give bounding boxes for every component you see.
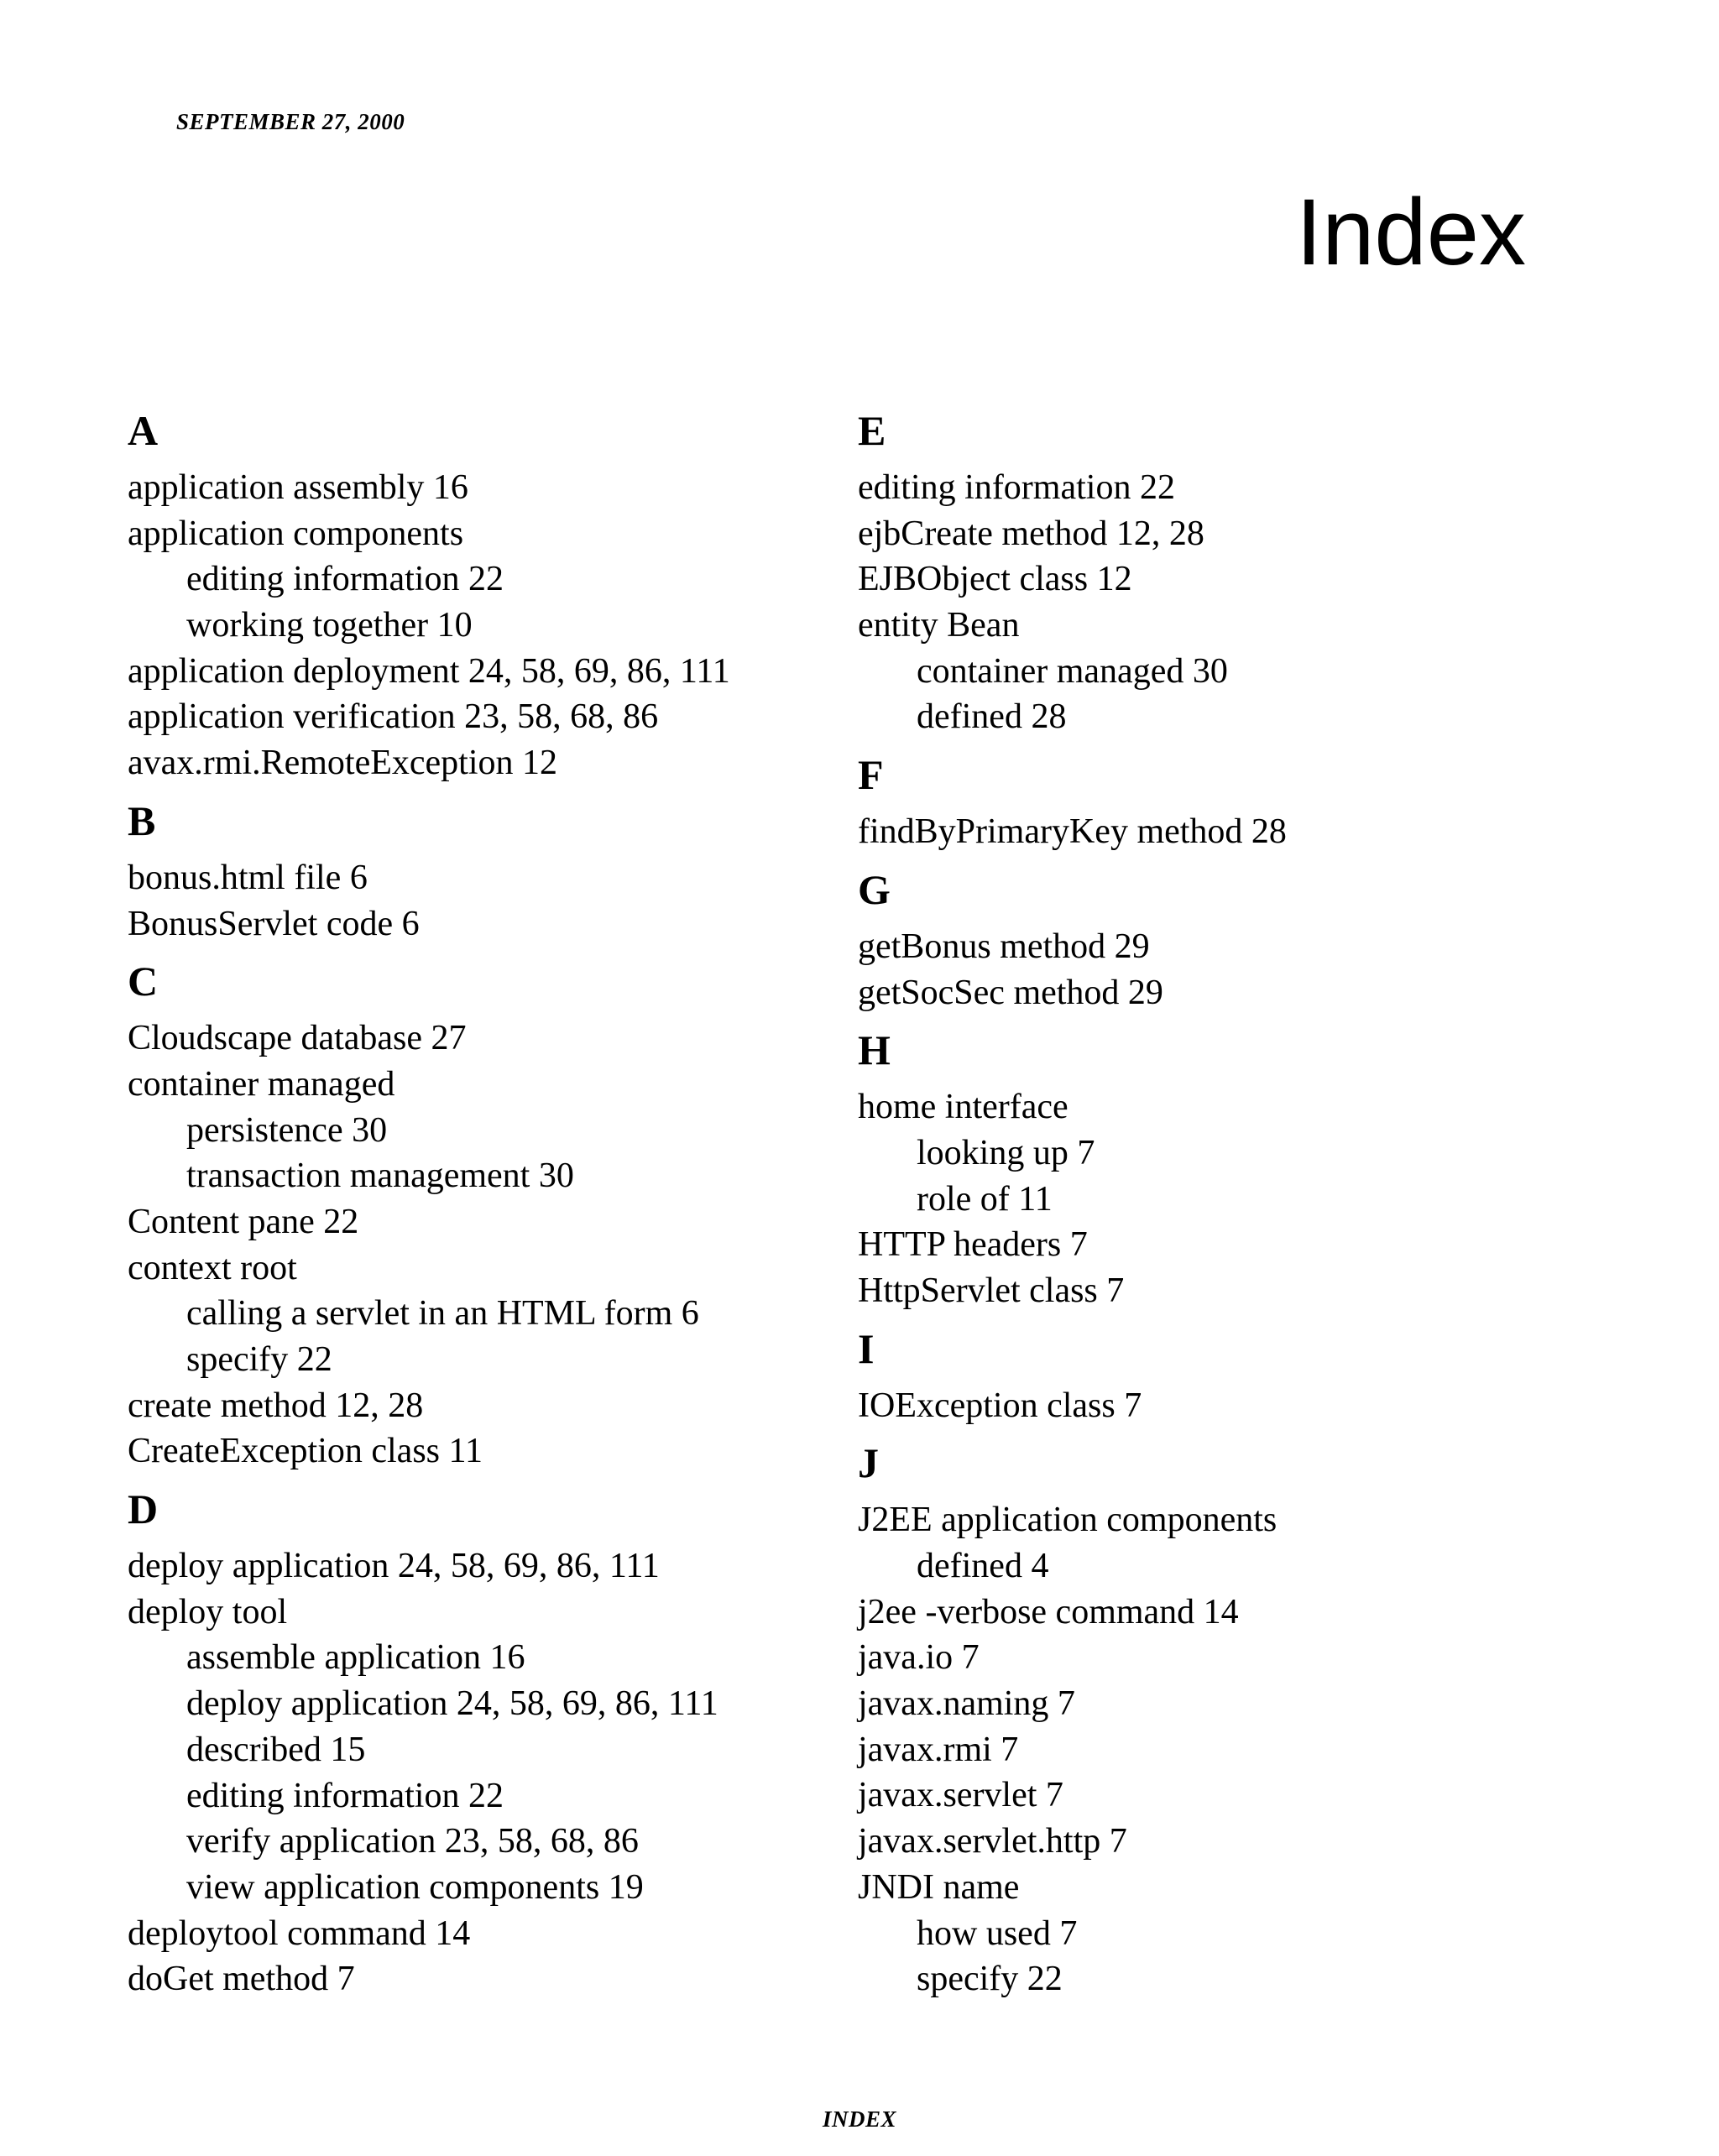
index-entry: JNDI name <box>858 1867 1020 1907</box>
index-subentry: how used 7 <box>917 1913 1078 1953</box>
running-footer-label: INDEX <box>822 2106 897 2132</box>
index-entry: application deployment 24, 58, 69, 86, 111 <box>128 651 730 691</box>
index-entry-list <box>858 1084 1563 1313</box>
index-entry: bonus.html file 6 <box>128 858 368 897</box>
index-entry: getBonus method 29 <box>858 927 1150 966</box>
index-entry: avax.rmi.RemoteException 12 <box>128 744 558 783</box>
index-entry-list <box>858 1497 1563 2002</box>
index-entry: deploytool command 14 <box>128 1913 471 1953</box>
index-subentry: assemble application 16 <box>186 1638 525 1678</box>
index-entry: javax.naming 7 <box>858 1684 1075 1724</box>
index-column-right <box>858 396 1563 2002</box>
index-letter-heading: B <box>128 796 156 844</box>
index-entry: context root <box>128 1248 297 1287</box>
page-title: Index <box>1296 180 1526 285</box>
index-subentry: verify application 23, 58, 68, 86 <box>186 1822 639 1861</box>
index-entry: j2ee -verbose command 14 <box>858 1592 1239 1631</box>
index-entry: home interface <box>858 1088 1068 1127</box>
index-entry: getSocSec method 29 <box>858 973 1163 1012</box>
index-subentry: described 15 <box>186 1730 366 1769</box>
index-entry: java.io 7 <box>858 1638 980 1678</box>
index-subentry: transaction management 30 <box>186 1156 574 1196</box>
running-header-date: SEPTEMBER 27, 2000 <box>176 109 405 134</box>
index-entry: container managed <box>128 1064 395 1104</box>
index-entry: Content pane 22 <box>128 1202 359 1241</box>
index-entry: editing information 22 <box>858 468 1175 507</box>
index-section <box>128 947 833 1475</box>
index-letter-heading: A <box>128 407 159 454</box>
index-entry: IOException class 7 <box>858 1386 1142 1425</box>
index-subentry: container managed 30 <box>917 651 1228 691</box>
index-section <box>128 786 833 947</box>
index-subentry: specify 22 <box>186 1340 332 1379</box>
index-letter-heading: G <box>858 865 891 913</box>
index-letter-heading: C <box>128 958 159 1005</box>
index-letter-heading: E <box>858 407 886 454</box>
index-section <box>128 1475 833 2002</box>
index-entry: EJBObject class 12 <box>858 560 1132 599</box>
index-section <box>128 396 833 786</box>
index-entry: application components <box>128 514 464 553</box>
index-subentry: looking up 7 <box>917 1133 1095 1172</box>
index-entry: javax.servlet 7 <box>858 1776 1063 1815</box>
index-entry: BonusServlet code 6 <box>128 904 420 943</box>
index-subentry: working together 10 <box>186 606 473 645</box>
index-section <box>858 855 1563 1015</box>
index-entry-list <box>858 809 1563 855</box>
index-entry-list <box>128 855 833 947</box>
index-entry: application verification 23, 58, 68, 86 <box>128 697 659 737</box>
index-entry: findByPrimaryKey method 28 <box>858 812 1287 852</box>
index-subentry: view application components 19 <box>186 1867 644 1907</box>
index-column-left <box>128 396 833 2002</box>
index-entry: deploy application 24, 58, 69, 86, 111 <box>128 1547 660 1586</box>
index-letter-heading: J <box>858 1439 879 1487</box>
index-subentry: role of 11 <box>917 1179 1053 1219</box>
index-letter-heading: I <box>858 1324 875 1372</box>
index-entry: Cloudscape database 27 <box>128 1019 467 1058</box>
index-section <box>858 1015 1563 1313</box>
index-entry: create method 12, 28 <box>128 1386 424 1425</box>
index-letter-heading: H <box>858 1026 891 1074</box>
index-entry: entity Bean <box>858 606 1020 645</box>
index-subentry: editing information 22 <box>186 1776 504 1815</box>
index-subentry: calling a servlet in an HTML form 6 <box>186 1294 699 1334</box>
index-subentry: editing information 22 <box>186 560 504 599</box>
index-entry-list <box>128 465 833 786</box>
index-entry-list <box>858 1383 1563 1429</box>
index-section <box>858 1314 1563 1429</box>
index-entry: javax.rmi 7 <box>858 1730 1019 1769</box>
index-entry: HttpServlet class 7 <box>858 1271 1125 1310</box>
index-entry: CreateException class 11 <box>128 1432 483 1471</box>
index-entry: J2EE application components <box>858 1501 1277 1540</box>
index-section <box>858 396 1563 740</box>
index-entry-list <box>128 1015 833 1475</box>
index-entry-list <box>128 1543 833 2002</box>
index-letter-heading: F <box>858 751 884 799</box>
index-subentry: defined 4 <box>917 1547 1049 1585</box>
index-subentry: defined 28 <box>917 697 1067 737</box>
index-entry: application assembly 16 <box>128 468 468 507</box>
index-entry: ejbCreate method 12, 28 <box>858 514 1204 553</box>
index-letter-heading: D <box>128 1485 159 1533</box>
index-section <box>858 740 1563 855</box>
index-entry-list <box>858 465 1563 740</box>
index-entry: javax.servlet.http 7 <box>858 1822 1127 1861</box>
index-subentry: deploy application 24, 58, 69, 86, 111 <box>186 1684 718 1724</box>
index-entry-list <box>858 924 1563 1015</box>
index-entry: HTTP headers 7 <box>858 1225 1088 1265</box>
index-subentry: persistence 30 <box>186 1110 388 1150</box>
index-subentry: specify 22 <box>917 1960 1063 1999</box>
index-section <box>858 1428 1563 2002</box>
index-entry: doGet method 7 <box>128 1960 355 1999</box>
index-entry: deploy tool <box>128 1592 288 1631</box>
